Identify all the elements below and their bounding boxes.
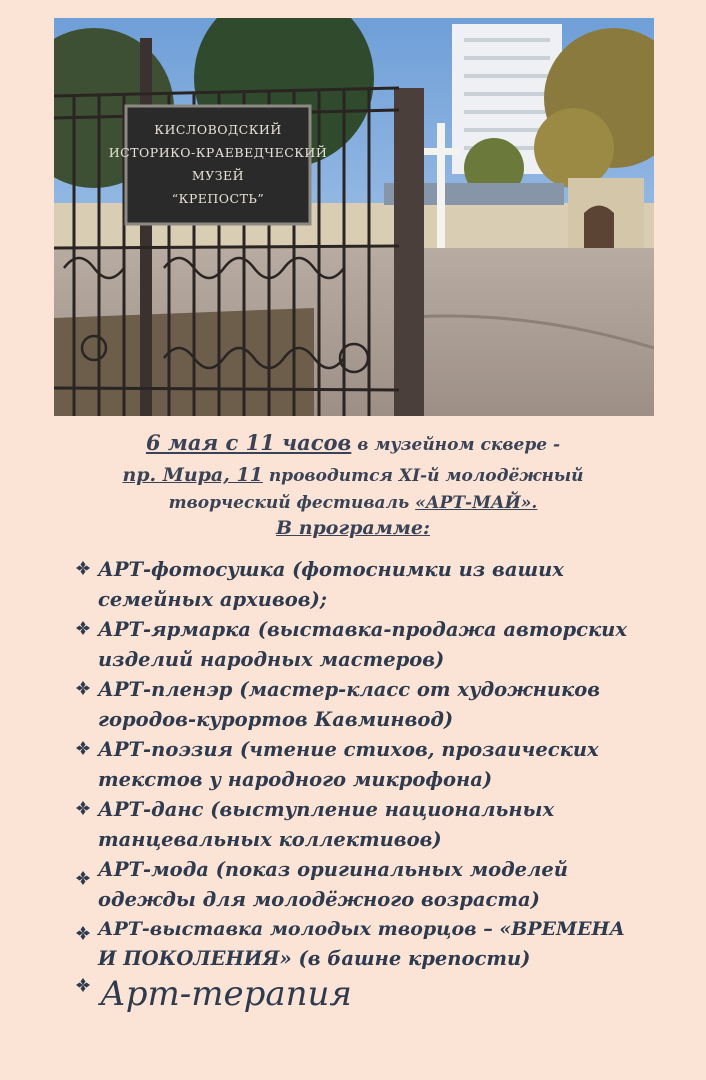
program-item-line-1: АРТ-выставка молодых творцов – «ВРЕМЕНА xyxy=(98,918,625,940)
program-item xyxy=(76,855,676,915)
program-item-line-2: танцевальных коллективов) xyxy=(98,828,442,851)
event-intro xyxy=(0,428,706,541)
sign-line-2: ИСТОРИКО-КРАЕВЕДЧЕСКИЙ xyxy=(108,145,328,160)
diamond-bullet-icon xyxy=(76,681,90,695)
event-place: в музейном сквере - xyxy=(351,435,561,455)
program-item-line-2: изделий народных мастеров) xyxy=(98,648,445,671)
program-item-line-2: городов-курортов Кавминвод) xyxy=(98,708,454,731)
diamond-bullet-icon xyxy=(76,801,90,815)
program-item-line-2: текстов у народного микрофона) xyxy=(98,768,493,791)
diamond-bullet-icon xyxy=(76,871,90,885)
diamond-bullet-icon xyxy=(76,978,90,992)
museum-gate-photo xyxy=(54,18,654,416)
program-item-line-1: АРТ-мода (показ оригинальных моделей xyxy=(98,858,568,881)
sign-line-3: МУЗЕЙ xyxy=(191,168,245,183)
diamond-bullet-icon xyxy=(76,561,90,575)
program-item xyxy=(76,675,676,735)
museum-gate-illustration xyxy=(54,18,654,416)
program-item-line-1: АРТ-поэзия (чтение стихов, прозаических xyxy=(98,738,599,761)
program-item-line-1: АРТ-данс (выступление национальных xyxy=(98,798,555,821)
festival-name: «АРТ-МАЙ». xyxy=(415,493,538,513)
festival-prefix: творческий фестиваль xyxy=(168,493,416,513)
program-heading: В программе: xyxy=(276,517,430,539)
program-item-line-1: АРТ-фотосушка (фотоснимки из ваших xyxy=(98,558,564,581)
event-held-text: проводится XI-й молодёжный xyxy=(262,466,584,486)
program-item xyxy=(76,735,676,795)
sign-line-1: КИСЛОВОДСКИЙ xyxy=(154,122,282,137)
program-item-line-2: семейных архивов); xyxy=(98,588,327,611)
program-item xyxy=(76,615,676,675)
event-date: 6 мая с 11 часов xyxy=(145,430,352,455)
event-address: пр. Мира, 11 xyxy=(122,464,263,486)
diamond-bullet-icon xyxy=(76,741,90,755)
program-item xyxy=(76,795,676,855)
program-item-line-1: АРТ-пленэр (мастер-класс от художников xyxy=(98,678,601,701)
program-item-line-2: И ПОКОЛЕНИЯ» (в башне крепости) xyxy=(98,947,531,970)
sign-line-4: “КРЕПОСТЬ” xyxy=(171,191,265,206)
final-program-item: Арт-терапия xyxy=(100,974,352,1014)
program-item-line-1: АРТ-ярмарка (выставка-продажа авторских xyxy=(98,618,627,641)
program-item-line-2: одежды для молодёжного возраста) xyxy=(98,888,540,911)
program-item xyxy=(76,914,676,974)
diamond-bullet-icon xyxy=(76,621,90,635)
program-item xyxy=(76,555,676,615)
diamond-bullet-icon xyxy=(76,926,90,940)
